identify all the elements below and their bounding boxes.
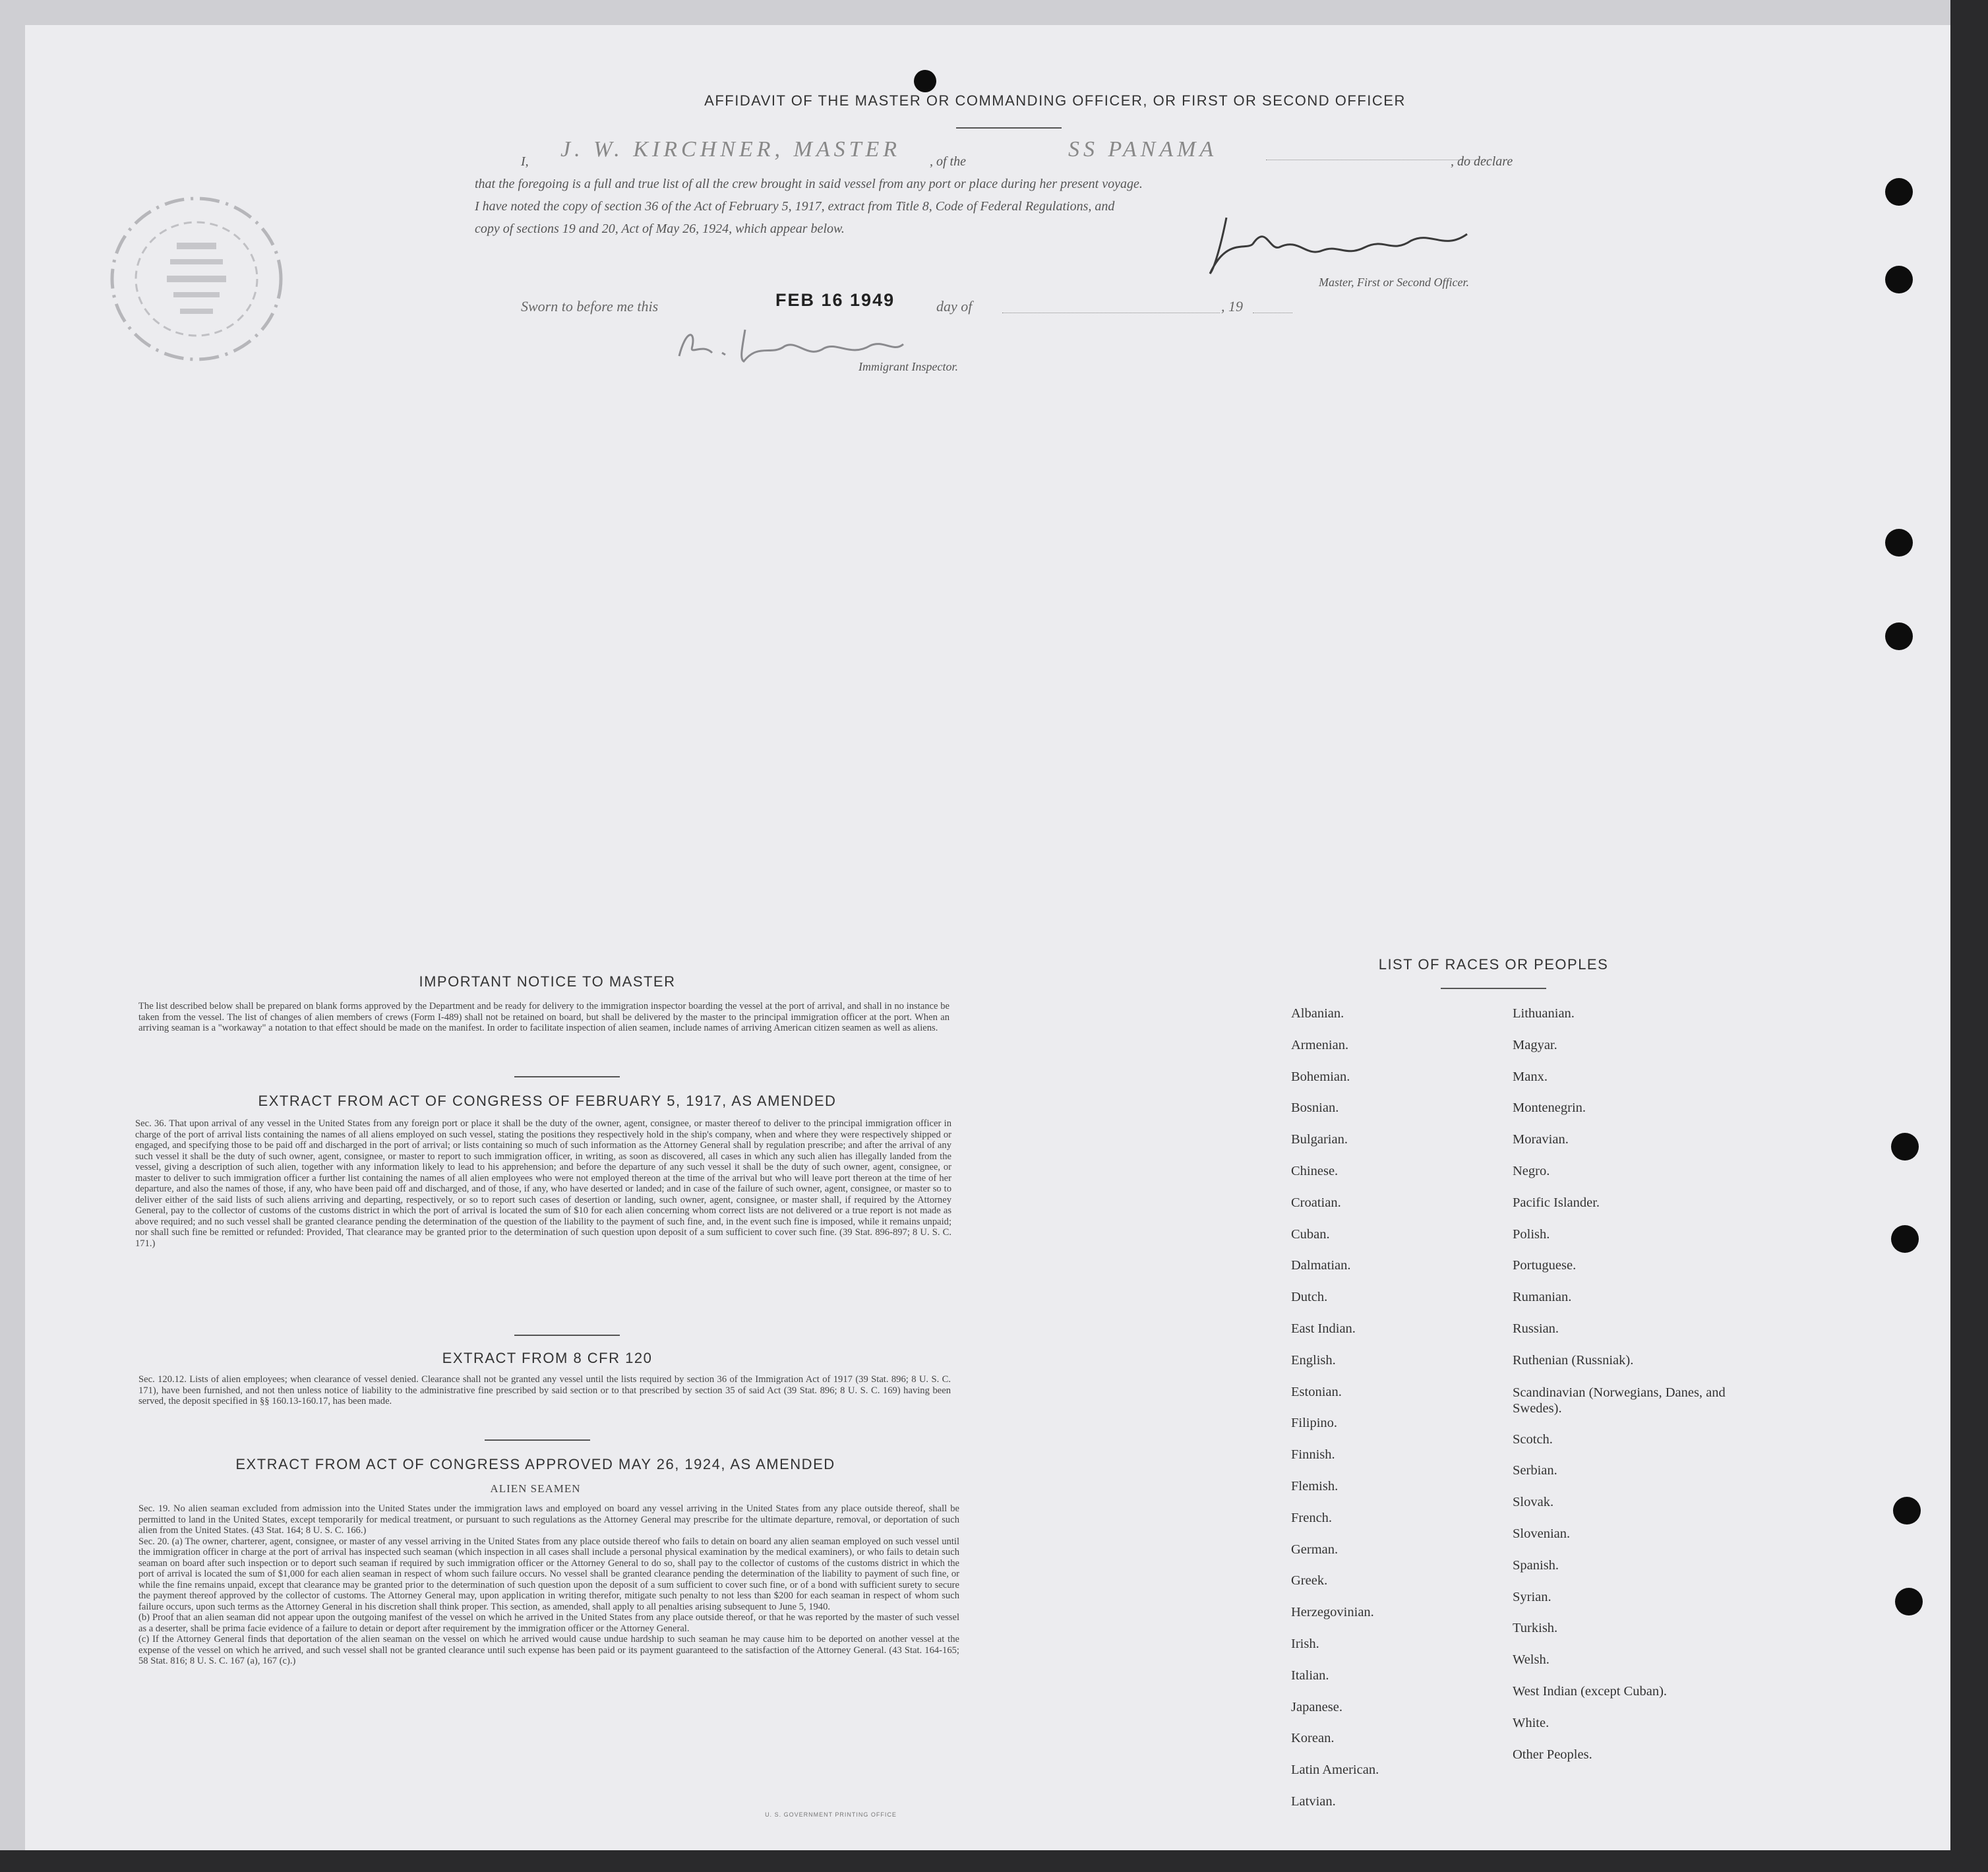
binder-hole (914, 70, 936, 92)
race-item: Latin American. (1291, 1763, 1379, 1778)
scan-frame-bottom (0, 1850, 1988, 1872)
race-item: Magyar. (1513, 1037, 1557, 1052)
binder-hole (1891, 1133, 1919, 1161)
race-item: Dalmatian. (1291, 1258, 1351, 1273)
race-item: Armenian. (1291, 1037, 1349, 1052)
race-item: Moravian. (1513, 1132, 1569, 1147)
scan-frame-right (1950, 0, 1988, 1872)
signature-caption: Master, First or Second Officer. (1319, 276, 1469, 289)
notice-body: The list described below shall be prepared on blank forms approved by the Department and be ready for delivery to the immigration inspector boarding the vessel at the port of arrival, and shall in no instance be taken from the vessel. The list of changes of alien members of crews (Form I-489) shall not be retained on board, but shall be delivered by the master to the principal immigration officer at the port. When an arriving seaman is a "workaway" a notation to that effect should be made on the manifest. In order to facilitate inspection of alien seamen, include names of arriving American citizen seamen as well as aliens. (138, 1001, 949, 1033)
affidavit-line2: that the foregoing is a full and true list of all the crew brought in said vessel from any port or place during her present voyage. (475, 177, 1143, 191)
extract1917-title: EXTRACT FROM ACT OF CONGRESS OF FEBRUARY 5, 1917, AS AMENDED (258, 1093, 837, 1109)
race-item: Irish. (1291, 1636, 1319, 1651)
race-item: Bosnian. (1291, 1101, 1339, 1116)
race-item: Pacific Islander. (1513, 1195, 1600, 1210)
race-item: Bulgarian. (1291, 1132, 1348, 1147)
notice-title: IMPORTANT NOTICE TO MASTER (419, 973, 676, 990)
race-item: Welsh. (1513, 1652, 1550, 1668)
master-signature (1207, 211, 1484, 284)
race-item: Montenegrin. (1513, 1101, 1586, 1116)
binder-hole (1885, 178, 1913, 206)
race-item: Finnish. (1291, 1447, 1335, 1463)
race-item: East Indian. (1291, 1321, 1356, 1336)
of-the-text: , of the (930, 154, 966, 169)
race-item: Portuguese. (1513, 1258, 1577, 1273)
race-item: Lithuanian. (1513, 1006, 1575, 1021)
affidavit-i: I, (521, 154, 529, 169)
race-item: Italian. (1291, 1668, 1329, 1683)
binder-hole (1885, 266, 1913, 293)
master-name-handwritten: J. W. KIRCHNER, MASTER (560, 137, 901, 162)
inspector-caption: Immigrant Inspector. (858, 360, 958, 373)
race-item: Dutch. (1291, 1290, 1328, 1305)
race-item: Bohemian. (1291, 1069, 1350, 1084)
year-text: , 19 (1221, 298, 1243, 315)
race-item: Other Peoples. (1513, 1747, 1592, 1762)
race-item: Latvian. (1291, 1794, 1336, 1809)
race-item: English. (1291, 1352, 1336, 1368)
binder-hole (1885, 622, 1913, 650)
affidavit-line4: copy of sections 19 and 20, Act of May 26, 1924, which appear below. (475, 222, 845, 236)
race-item: Korean. (1291, 1731, 1335, 1746)
races-title: LIST OF RACES OR PEOPLES (1378, 956, 1609, 973)
race-item: Serbian. (1513, 1463, 1557, 1478)
race-item: Slovak. (1513, 1495, 1554, 1510)
race-item: Albanian. (1291, 1006, 1344, 1021)
race-item: Herzegovinian. (1291, 1605, 1374, 1620)
vessel-name-handwritten: SS PANAMA (1068, 137, 1218, 162)
race-item: Estonian. (1291, 1384, 1342, 1399)
extract1917-divider (514, 1335, 620, 1336)
sworn-text: Sworn to before me this (521, 298, 659, 315)
extract1917-body: Sec. 36. That upon arrival of any vessel in the United States from any foreign port or place it shall be the duty of the owner, agent, consignee, or master thereof to deliver to the principal immigration officer in charge of the port of arrival lists containing the names of all aliens employed on such vessel, stating the positions they respectively hold in the ship's company, when and where they were respectively shipped or engaged, and specifying those to be paid off and discharged in the port of arrival; or lists containing so much of such information as the Attorney General shall by regulation prescribe; and after the arrival of any such vessel it shall be the duty of such owner, agent, consignee, or master to report to such immigration officer, in writing, as soon as discovered, all cases in which any such alien has illegally landed from the vessel, giving a description of such alien, together with any information likely to lead to his apprehension; and before the departure of any such vessel it shall be the duty of such owner, agent, consignee, or master to deliver to such immigration officer a further list containing the names of all alien employees who were not employed thereon at the time of the arrival but who will leave port thereon at the time of her departure, and also the names of those, if any, who have been paid off and discharged, and of those, if any, who have deserted or landed; and in case of the failure of such owner, agent, consignee, or master so to deliver either of the said lists of such aliens arriving and departing, respectively, or so to report such cases of desertion or landing, such owner, agent, consignee, or master shall, if required by the Attorney General, pay to the collector of customs of the customs district in which the port of arrival is located the sum of $10 for each alien concerning whom correct lists are not delivered or a true report is not made as above required; and no such vessel shall be granted clearance pending the determination of the question of the liability to the payment of such fine, and, in the event such fine is imposed, while it remains unpaid; nor shall such fine be remitted or refunded: Provided, That clearance may be granted prior to the determination of such question upon deposit of a sum sufficient to cover such fine. (39 Stat. 896-897; 8 U. S. C. 171.) (135, 1118, 951, 1249)
race-item: White. (1513, 1715, 1550, 1730)
race-item: Rumanian. (1513, 1290, 1572, 1305)
race-item: French. (1291, 1510, 1333, 1525)
affidavit-title: AFFIDAVIT OF THE MASTER OR COMMANDING OFFICER, OR FIRST OR SECOND OFFICER (704, 92, 1406, 109)
race-item: Croatian. (1291, 1195, 1341, 1210)
date-stamp: FEB 16 1949 (775, 290, 895, 310)
race-item: Japanese. (1291, 1699, 1342, 1714)
sec19-text: Sec. 19. No alien seaman excluded from admission into the United States under the immigration laws and employed on board any vessel arriving in the United States from any place outside thereof, shall be permitted to land in the United States, except temporarily for medical treatment, or pursuant to such regulations as the Attorney General may prescribe for the ultimate departure, removal, or deportation of such alien from the United States. (43 Stat. 164; 8 U. S. C. 166.) (138, 1503, 959, 1536)
extract1924-subtitle: ALIEN SEAMEN (490, 1482, 581, 1495)
races-divider (1441, 988, 1546, 989)
printer-footer: U. S. GOVERNMENT PRINTING OFFICE (765, 1811, 897, 1818)
race-item: Polish. (1513, 1226, 1550, 1242)
affidavit-line3: I have noted the copy of section 36 of the Act of February 5, 1917, extract from Title 8, Code of Federal Regulations, and (475, 199, 1115, 214)
race-item: Manx. (1513, 1069, 1548, 1084)
do-declare-text: , do declare (1451, 154, 1513, 169)
extract1924-title: EXTRACT FROM ACT OF CONGRESS APPROVED MAY 26, 1924, AS AMENDED (235, 1456, 835, 1472)
binder-hole (1885, 529, 1913, 557)
race-item: Turkish. (1513, 1621, 1558, 1636)
binder-hole (1891, 1225, 1919, 1253)
race-item: Cuban. (1291, 1226, 1330, 1242)
races-right-column (1513, 1006, 1737, 1778)
race-item: Filipino. (1291, 1416, 1338, 1431)
day-of-text: day of (936, 298, 973, 315)
race-item: Syrian. (1513, 1589, 1551, 1604)
race-item: Spanish. (1513, 1557, 1559, 1573)
race-item: Greek. (1291, 1573, 1328, 1588)
notice-divider (514, 1076, 620, 1077)
cfr-title: EXTRACT FROM 8 CFR 120 (442, 1350, 653, 1366)
cfr-body: Sec. 120.12. Lists of alien employees; when clearance of vessel denied. Clearance shall not be granted any vessel until the lists required by section 36 of the Immigration Act of 1917 (39 Stat. 896; 8 U. S. C. 171), have been furnished, and not then unless notice of liability to the administrative fine prescribed by said section or to that prescribed by section 35 of said Act (39 Stat. 896; 8 U. S. C. 169) having been served, the deposit specified in §§ 160.13-160.17, has been made. (138, 1374, 951, 1406)
race-item: Scotch. (1513, 1432, 1553, 1447)
race-item: Flemish. (1291, 1478, 1339, 1494)
sec20a-text: Sec. 20. (a) The owner, charterer, agent, consignee, or master of any vessel arriving in the United States from any place outside thereof who fails to detain on board any alien seaman employed on such vessel until the immigration officer in charge at the port of arrival has inspected such seaman (which inspection in all cases shall include a personal physical examination by the medical examiners), or who fails to detain such seaman on board after such inspection or to deport such seaman if required by such immigration officer or the Attorney General to do so, shall pay to the collector of customs of the customs district in which the port of arrival is located the sum of $1,000 for each alien seaman in respect of whom such failure occurs. No vessel shall be granted clearance pending the determination of the liability to payment of such fine, or while the fine remains unpaid, except that clearance may be granted prior to the determination of such question upon the deposit of a sum sufficient to cover such fine, or of a bond with sufficient surety to secure the payment thereof approved by the collector of customs. The Attorney General may, upon application in writing therefor, mitigate such penalty to not less than $200 for each seaman in respect of whom such failure occurs, upon such terms as the Attorney General in his discretion shall think proper. This section, as amended, shall apply to all penalties arising subsequent to June 5, 1940. (138, 1536, 959, 1612)
binder-hole (1895, 1588, 1923, 1615)
race-item: Russian. (1513, 1321, 1559, 1336)
sec20c-text: (c) If the Attorney General finds that deportation of the alien seaman on the vessel on which he arrived would cause undue hardship to such seaman he may cause him to be deported on another vessel at the expense of the vessel on which he arrived, and such vessel shall not be granted clearance until such expense has been paid or its payment guaranteed to the satisfaction of the Attorney General. (43 Stat. 164-165; 58 Stat. 816; 8 U. S. C. 167 (a), 167 (c).) (138, 1634, 959, 1666)
race-item: Negro. (1513, 1163, 1550, 1178)
race-item: Scandinavian (Norwegians, Danes, and Swedes). (1513, 1385, 1726, 1416)
races-left-column (1291, 1006, 1502, 1826)
race-item: West Indian (except Cuban). (1513, 1683, 1668, 1699)
race-item: German. (1291, 1542, 1339, 1557)
binder-hole (1893, 1497, 1921, 1525)
extract1924-body (138, 1503, 959, 1667)
title-divider (956, 127, 1062, 129)
port-stamp (104, 190, 289, 368)
cfr-divider (485, 1439, 590, 1441)
race-item: Chinese. (1291, 1163, 1339, 1178)
race-item: Slovenian. (1513, 1526, 1571, 1541)
race-item: Ruthenian (Russniak). (1513, 1352, 1634, 1368)
sec20b-text: (b) Proof that an alien seaman did not appear upon the outgoing manifest of the vessel on which he arrived in the United States from any place outside thereof, or that he was reported by the master of such vessel as a deserter, shall be prima facie evidence of a failure to detain or deport after requirement by the immigration officer or the Attorney General. (138, 1612, 959, 1634)
